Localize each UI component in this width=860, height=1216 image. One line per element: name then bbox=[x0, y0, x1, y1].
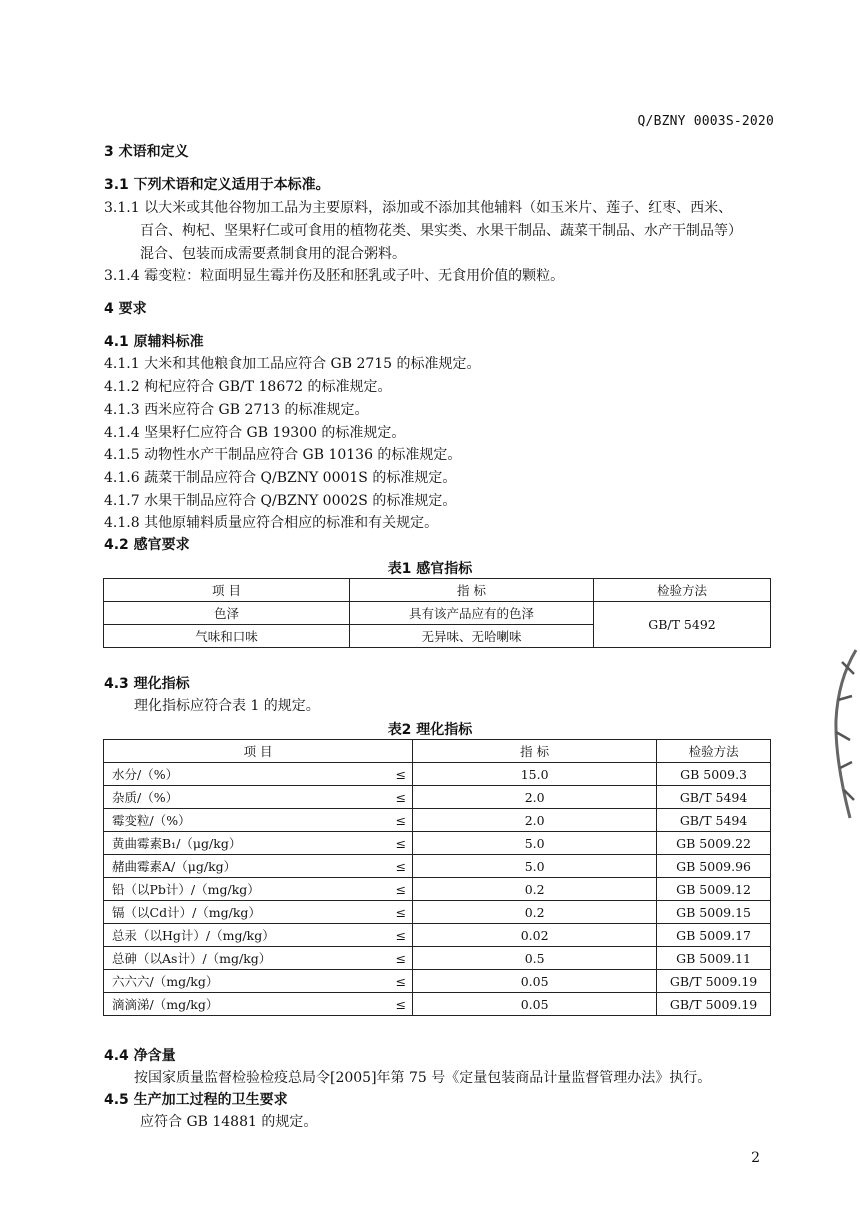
row-value: 15.0 bbox=[413, 763, 657, 786]
table1-caption: 表1 感官指标 bbox=[387, 561, 473, 577]
seal-stamp-fragment bbox=[816, 640, 860, 830]
row-method: GB/T 5492 bbox=[594, 602, 771, 648]
header-method: 检验方法 bbox=[594, 579, 771, 602]
clause-4-1-4: 4.1.4 坚果籽仁应符合 GB 19300 的标准规定。 bbox=[104, 425, 406, 441]
sensory-table bbox=[103, 578, 771, 648]
clause-3-1: 3.1 下列术语和定义适用于本标准。 bbox=[104, 177, 330, 193]
row-value: 5.0 bbox=[413, 832, 657, 855]
table-row bbox=[104, 924, 771, 947]
header-method: 检验方法 bbox=[657, 740, 771, 763]
row-value: 0.2 bbox=[413, 901, 657, 924]
row-item: 色泽 bbox=[104, 602, 350, 625]
row-item: 黄曲霉素B₁/（μg/kg） bbox=[104, 832, 387, 855]
row-value: 具有该产品应有的色泽 bbox=[350, 602, 594, 625]
clause-4-4-text: 按国家质量监督检验检疫总局令[2005]年第 75 号《定量包装商品计量监督管理办法》执行。 bbox=[134, 1070, 712, 1086]
row-value: 无异味、无哈喇味 bbox=[350, 625, 594, 648]
table-header-row bbox=[104, 579, 771, 602]
table-row bbox=[104, 878, 771, 901]
row-item: 气味和口味 bbox=[104, 625, 350, 648]
table-row bbox=[104, 786, 771, 809]
row-method: GB/T 5009.19 bbox=[657, 970, 771, 993]
table-row bbox=[104, 809, 771, 832]
row-item: 总汞（以Hg计）/（mg/kg） bbox=[104, 924, 387, 947]
clause-4-1-8: 4.1.8 其他原辅料质量应符合相应的标准和有关规定。 bbox=[104, 515, 439, 531]
clause-4-1-5: 4.1.5 动物性水产干制品应符合 GB 10136 的标准规定。 bbox=[104, 447, 462, 463]
clause-4-3: 4.3 理化指标 bbox=[104, 676, 190, 692]
clause-4-1-1: 4.1.1 大米和其他粮食加工品应符合 GB 2715 的标准规定。 bbox=[104, 356, 481, 372]
header-value: 指 标 bbox=[413, 740, 657, 763]
row-le-symbol: ≤ bbox=[386, 878, 413, 901]
row-item: 六六六/（mg/kg） bbox=[104, 970, 387, 993]
table-row bbox=[104, 855, 771, 878]
clause-4-3-text: 理化指标应符合表 1 的规定。 bbox=[134, 698, 320, 714]
table-row bbox=[104, 970, 771, 993]
row-le-symbol: ≤ bbox=[386, 855, 413, 878]
clause-4-1: 4.1 原辅料标准 bbox=[104, 334, 204, 350]
row-method: GB/T 5009.19 bbox=[657, 993, 771, 1016]
row-value: 0.02 bbox=[413, 924, 657, 947]
clause-3-1-1-line1: 3.1.1 以大米或其他谷物加工品为主要原料，添加或不添加其他辅料（如玉米片、莲子、红枣、西米、 bbox=[104, 200, 733, 216]
row-item: 杂质/（%） bbox=[104, 786, 387, 809]
header-item: 项 目 bbox=[104, 740, 413, 763]
header-value: 指 标 bbox=[350, 579, 594, 602]
clause-3-1-1-line3: 混合、包装而成需要煮制食用的混合粥料。 bbox=[140, 246, 406, 262]
row-method: GB 5009.12 bbox=[657, 878, 771, 901]
page-number: 2 bbox=[751, 1150, 760, 1166]
row-method: GB/T 5494 bbox=[657, 809, 771, 832]
row-method: GB 5009.17 bbox=[657, 924, 771, 947]
row-item: 滴滴涕/（mg/kg） bbox=[104, 993, 387, 1016]
clause-4-1-7: 4.1.7 水果干制品应符合 Q/BZNY 0002S 的标准规定。 bbox=[104, 493, 457, 509]
physicochemical-table bbox=[103, 739, 771, 1016]
clause-4-5: 4.5 生产加工过程的卫生要求 bbox=[104, 1092, 288, 1108]
clause-4-1-3: 4.1.3 西米应符合 GB 2713 的标准规定。 bbox=[104, 402, 369, 418]
clause-4-1-2: 4.1.2 枸杞应符合 GB/T 18672 的标准规定。 bbox=[104, 379, 392, 395]
clause-3-1-4: 3.1.4 霉变粒：粒面明显生霉并伤及胚和胚乳或子叶、无食用价值的颗粒。 bbox=[104, 268, 565, 284]
row-value: 2.0 bbox=[413, 809, 657, 832]
row-method: GB/T 5494 bbox=[657, 786, 771, 809]
table-row bbox=[104, 901, 771, 924]
table-row bbox=[104, 947, 771, 970]
row-le-symbol: ≤ bbox=[386, 924, 413, 947]
row-le-symbol: ≤ bbox=[386, 947, 413, 970]
row-method: GB 5009.22 bbox=[657, 832, 771, 855]
row-value: 0.05 bbox=[413, 993, 657, 1016]
row-item: 总砷（以As计）/（mg/kg） bbox=[104, 947, 387, 970]
table-header-row bbox=[104, 740, 771, 763]
row-le-symbol: ≤ bbox=[386, 809, 413, 832]
table-row bbox=[104, 993, 771, 1016]
table2-caption: 表2 理化指标 bbox=[387, 722, 473, 738]
row-le-symbol: ≤ bbox=[386, 901, 413, 924]
row-value: 0.2 bbox=[413, 878, 657, 901]
document-code: Q/BZNY 0003S-2020 bbox=[637, 114, 774, 129]
row-le-symbol: ≤ bbox=[386, 786, 413, 809]
row-item: 水分/（%） bbox=[104, 763, 387, 786]
row-le-symbol: ≤ bbox=[386, 832, 413, 855]
row-item: 霉变粒/（%） bbox=[104, 809, 387, 832]
row-le-symbol: ≤ bbox=[386, 763, 413, 786]
clause-4-2: 4.2 感官要求 bbox=[104, 537, 190, 553]
row-item: 铅（以Pb计）/（mg/kg） bbox=[104, 878, 387, 901]
row-method: GB 5009.11 bbox=[657, 947, 771, 970]
table-row bbox=[104, 763, 771, 786]
header-item: 项 目 bbox=[104, 579, 350, 602]
table-row bbox=[104, 832, 771, 855]
clause-3-1-1-line2: 百合、枸杞、坚果籽仁或可食用的植物花类、果实类、水果干制品、蔬菜干制品、水产干制品等） bbox=[140, 223, 742, 239]
row-item: 赭曲霉素A/（μg/kg） bbox=[104, 855, 387, 878]
section-3-title: 3 术语和定义 bbox=[104, 144, 189, 160]
clause-4-1-6: 4.1.6 蔬菜干制品应符合 Q/BZNY 0001S 的标准规定。 bbox=[104, 470, 457, 486]
clause-4-4: 4.4 净含量 bbox=[104, 1048, 176, 1064]
row-value: 0.5 bbox=[413, 947, 657, 970]
row-value: 2.0 bbox=[413, 786, 657, 809]
row-value: 0.05 bbox=[413, 970, 657, 993]
row-le-symbol: ≤ bbox=[386, 993, 413, 1016]
row-item: 镉（以Cd计）/（mg/kg） bbox=[104, 901, 387, 924]
row-method: GB 5009.96 bbox=[657, 855, 771, 878]
table-row bbox=[104, 602, 771, 625]
row-method: GB 5009.15 bbox=[657, 901, 771, 924]
clause-4-5-text: 应符合 GB 14881 的规定。 bbox=[140, 1114, 318, 1130]
row-value: 5.0 bbox=[413, 855, 657, 878]
section-4-title: 4 要求 bbox=[104, 301, 147, 317]
row-le-symbol: ≤ bbox=[386, 970, 413, 993]
row-method: GB 5009.3 bbox=[657, 763, 771, 786]
